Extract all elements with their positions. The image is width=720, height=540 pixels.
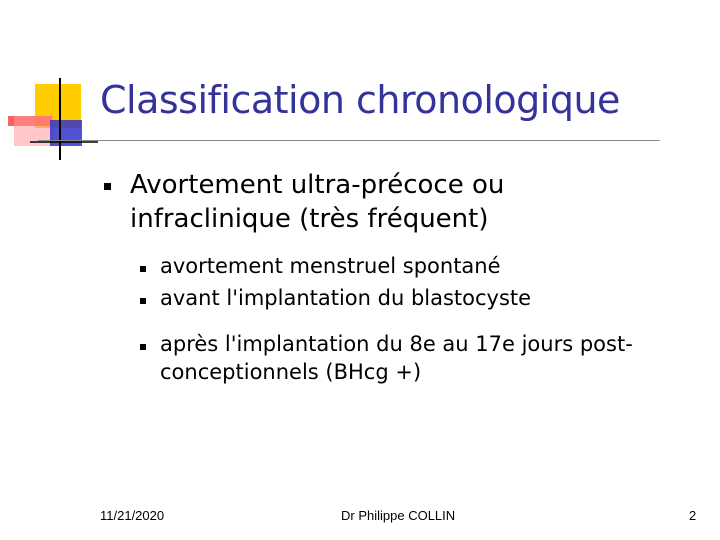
bullet-main: Avortement ultra-précoce ou infraclinique (très fréquent) bbox=[130, 170, 505, 234]
footer-date: 11/21/2020 bbox=[100, 508, 165, 523]
footer-author: Dr Philippe COLLIN bbox=[341, 508, 456, 523]
title-decoration-logo bbox=[0, 70, 110, 170]
sub-bullet-marker-icon bbox=[140, 266, 146, 272]
sub-bullet-marker-icon bbox=[140, 344, 146, 350]
sub-bullet-1: avortement menstruel spontané bbox=[160, 254, 501, 278]
sub-bullet-2: avant l'implantation du blastocyste bbox=[160, 286, 532, 310]
footer-page-number: 2 bbox=[689, 508, 697, 523]
sub-bullet-3: après l'implantation du 8e au 17e jours post-conceptionnels (BHcg +) bbox=[160, 332, 633, 384]
bullet-marker-icon bbox=[104, 183, 111, 190]
title-divider bbox=[38, 140, 660, 141]
slide-title: Classification chronologique bbox=[100, 78, 620, 122]
sub-bullet-marker-icon bbox=[140, 298, 146, 304]
